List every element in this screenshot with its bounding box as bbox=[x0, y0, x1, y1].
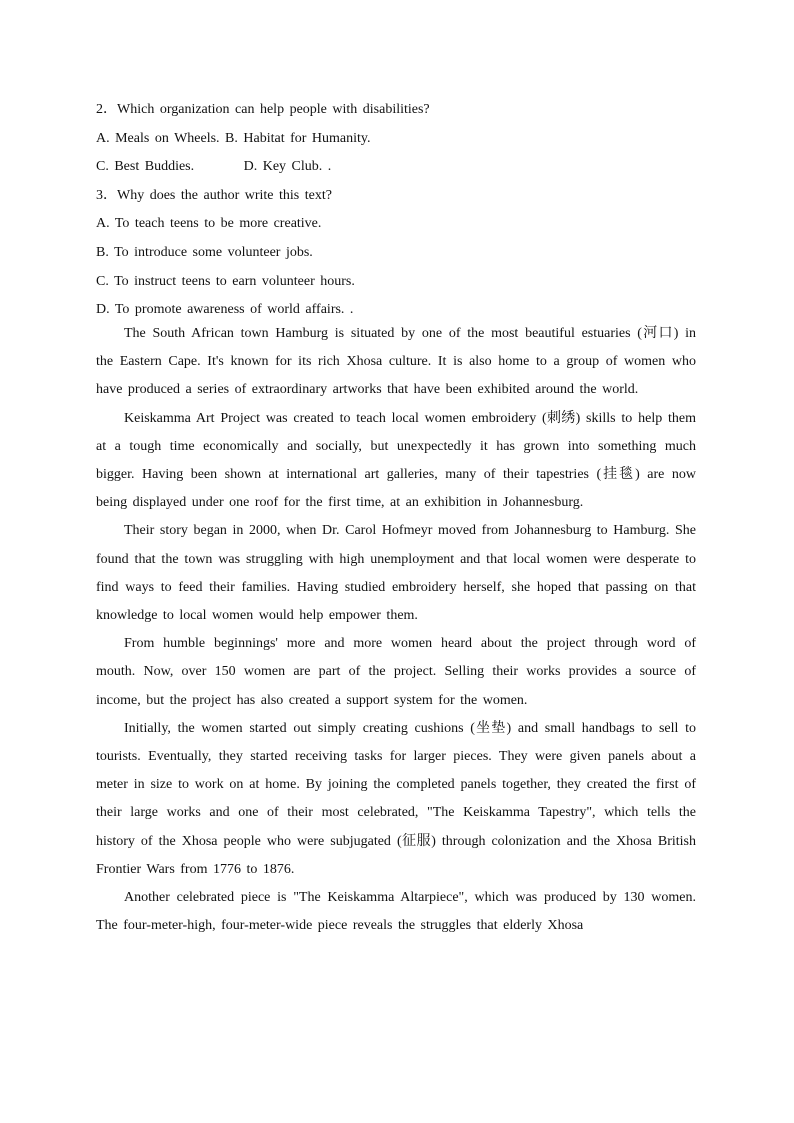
question-3-stem: 3．Why does the author write this text? bbox=[96, 187, 332, 203]
questions-section bbox=[96, 96, 696, 325]
passage-paragraph: Another celebrated piece is "The Keiskamma Altarpiece", which was produced by 130 women. The four-meter-high, four-meter-wide piece reveals the struggles that elderly Xhosa bbox=[96, 890, 696, 934]
passage-paragraph: The South African town Hamburg is situated by one of the most beautiful estuaries (河口) in the Eastern Cape. It's known for its rich Xhosa culture. It is also home to a group of women who have produced a series of extraordinary artworks that have been exhibited around the world. bbox=[96, 326, 696, 398]
question-3-option-a: A. To teach teens to be more creative. bbox=[96, 216, 322, 232]
question-2-options-cd: C. Best Buddies. D. Key Club. . bbox=[96, 159, 332, 175]
passage-paragraph: From humble beginnings' more and more women heard about the project through word of mouth. Now, over 150 women are part of the project. Selling their works provides a source of income, but the project has also created a support system for the women. bbox=[96, 636, 696, 708]
passage-paragraph: Keiskamma Art Project was created to teach local women embroidery (刺绣) skills to help them at a tough time economically and socially, but unexpectedly it has grown into something much bigger. Having been shown at international art galleries, many of their tapestries (挂毯) are now being displayed under one roof for the first time, at an exhibition in Johannesburg. bbox=[96, 410, 696, 511]
question-3-option-b: B. To introduce some volunteer jobs. bbox=[96, 244, 313, 260]
passage-paragraph: Initially, the women started out simply creating cushions (坐垫) and small handbags to sell to tourists. Eventually, they started receiving tasks for larger pieces. They were given panels about a meter in size to work on at home. By joining the completed panels together, they created the first of their large works and one of their most celebrated, "The Keiskamma Tapestry", which tells the history of the Xhosa people who were subjugated (征服) through colonization and the Xhosa British Frontier Wars from 1776 to 1876. bbox=[96, 720, 696, 877]
question-3-option-c: C. To instruct teens to earn volunteer hours. bbox=[96, 273, 355, 289]
reading-passage bbox=[96, 320, 696, 940]
question-2-options-ab: A. Meals on Wheels. B. Habitat for Humanity. bbox=[96, 130, 371, 146]
passage-paragraph: Their story began in 2000, when Dr. Carol Hofmeyr moved from Johannesburg to Hamburg. She found that the town was struggling with high unemployment and that local women were desperate to find ways to feed their families. Having studied embroidery herself, she hoped that passing on that knowledge to local women would help empower them. bbox=[96, 523, 696, 624]
question-2-stem: 2．Which organization can help people with disabilities? bbox=[96, 102, 430, 117]
question-3-option-d: D. To promote awareness of world affairs. . bbox=[96, 302, 354, 318]
